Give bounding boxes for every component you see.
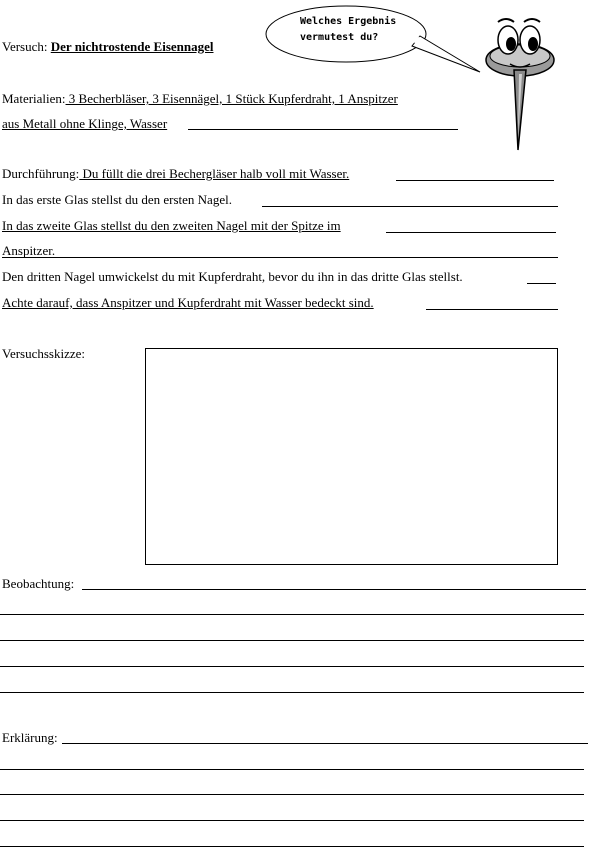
materialien-text-1: 3 Becherbläser, 3 Eisennägel, 1 Stück Kupferdraht, 1 Anspitzer xyxy=(65,91,398,106)
beobachtung-line[interactable] xyxy=(0,640,584,641)
erklaerung-line[interactable] xyxy=(0,820,584,821)
bubble-line-1: Welches Ergebnis xyxy=(300,16,397,27)
fill-line xyxy=(2,257,558,258)
fill-line xyxy=(527,283,556,284)
versuch-label: Versuch: xyxy=(2,39,48,54)
durchfuehrung-text-2: In das erste Glas stellst du den ersten Nagel. xyxy=(2,192,232,207)
sketch-box[interactable] xyxy=(145,348,558,565)
beobachtung-line[interactable] xyxy=(82,589,586,590)
beobachtung-label: Beobachtung: xyxy=(2,576,75,591)
skizze-label: Versuchsskizze: xyxy=(2,346,86,361)
beobachtung-line[interactable] xyxy=(0,666,584,667)
fill-line xyxy=(262,206,558,207)
durchfuehrung-text-5: Den dritten Nagel umwickelst du mit Kupferdraht, bevor du ihn in das dritte Glas stellst. xyxy=(2,269,463,284)
durchfuehrung-text-4: Anspitzer. xyxy=(2,243,56,258)
nail-mascot-icon xyxy=(478,8,568,156)
beobachtung-line[interactable] xyxy=(0,692,584,693)
durchfuehrung-text-3: In das zweite Glas stellst du den zweiten Nagel mit der Spitze im xyxy=(2,218,341,233)
durchfuehrung-text-1: Du füllt die drei Bechergläser halb voll mit Wasser. xyxy=(79,166,350,181)
erklaerung-line[interactable] xyxy=(0,769,584,770)
versuch-title: Der nichtrostende Eisennagel xyxy=(50,39,214,54)
fill-line xyxy=(426,309,558,310)
beobachtung-line[interactable] xyxy=(0,614,584,615)
bubble-line-2: vermutest du? xyxy=(300,32,379,43)
durchfuehrung-text-6: Achte darauf, dass Anspitzer und Kupferdraht mit Wasser bedeckt sind. xyxy=(2,295,374,310)
erklaerung-line[interactable] xyxy=(0,794,584,795)
materialien-text-2: aus Metall ohne Klinge, Wasser xyxy=(2,116,168,131)
durchfuehrung-label: Durchführung: xyxy=(2,166,80,181)
erklaerung-label: Erklärung: xyxy=(2,730,58,745)
versuch-heading xyxy=(2,39,214,54)
materialien-line-1 xyxy=(2,91,398,106)
materialien-label: Materialien: xyxy=(2,91,66,106)
fill-line xyxy=(386,232,556,233)
durchfuehrung-line-1 xyxy=(2,166,349,181)
fill-line xyxy=(396,180,554,181)
erklaerung-line[interactable] xyxy=(0,846,584,847)
erklaerung-line[interactable] xyxy=(62,743,588,744)
materialien-fill-line xyxy=(188,129,458,130)
